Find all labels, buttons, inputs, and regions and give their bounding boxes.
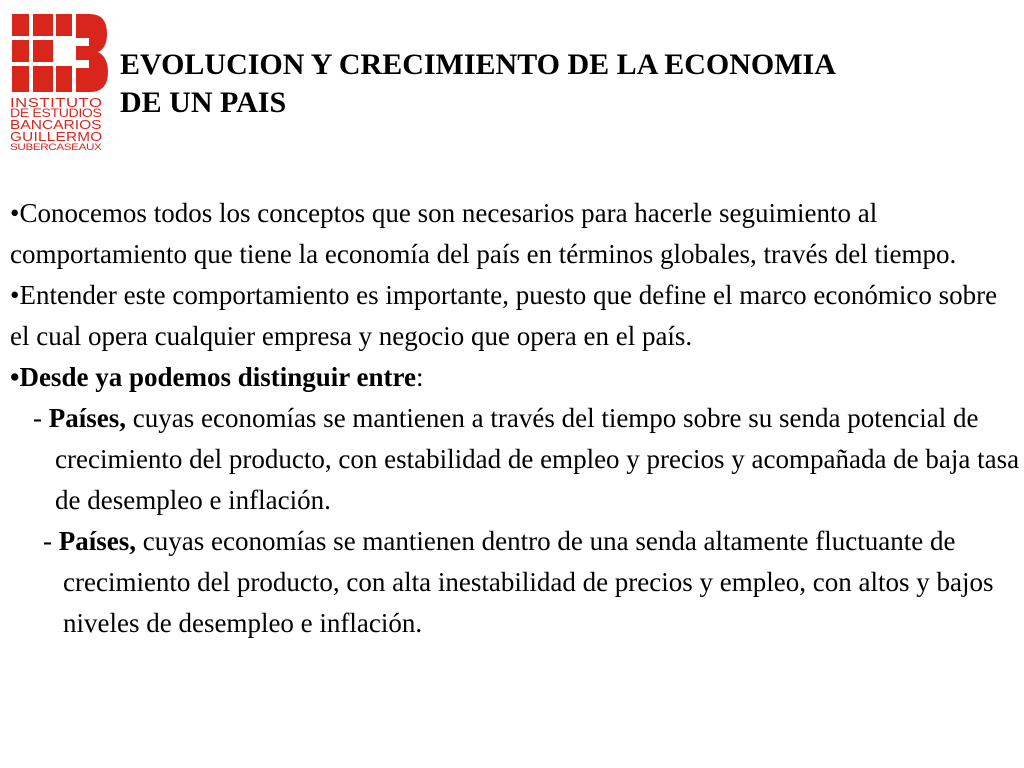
sub-item-paises-estables: [10, 398, 1020, 521]
slide-title-line-1: EVOLUCION Y CRECIMIENTO DE LA ECONOMIA: [120, 48, 836, 81]
sub-item-bold-label: Países,: [58, 526, 136, 556]
slide-body: [10, 193, 1020, 644]
logo-line-3: BANCARIOS: [10, 118, 102, 132]
slide-title: [120, 46, 1000, 122]
bullet-distinguir-bold: •Desde ya podemos distinguir entre: [10, 362, 416, 392]
sub-item-text: cuyas economías se mantienen a través del tiempo sobre su senda potencial de crecimiento del producto, con estabilidad de empleo y precios y acompañada de baja tasa de desempleo e inflación.: [55, 403, 1020, 515]
bullet-conceptos: •Conocemos todos los conceptos que son necesarios para hacerle seguimiento al comportamiento que tiene la economía del país en términos globales, través del tiempo.: [10, 198, 957, 269]
institute-logo: [10, 12, 110, 162]
sub-item-text: cuyas economías se mantienen dentro de una senda altamente fluctuante de crecimiento del producto, con alta inestabilidad de precios y empleo, con altos y bajos niveles de desempleo e inflación.: [63, 526, 994, 638]
ieb-logo-mark-icon: [10, 12, 110, 96]
sub-item-paises-fluctuantes: [10, 521, 1020, 644]
logo-line-5: SUBERCASEAUX: [10, 142, 102, 153]
sub-item-dash: -: [33, 403, 49, 433]
logo-line-1: INSTITUTO: [10, 96, 103, 110]
bullet-distinguir-colon: :: [415, 362, 424, 392]
slide-title-line-2: DE UN PAIS: [120, 86, 287, 119]
bullet-distinguir: [10, 357, 1020, 398]
bullet-entender: •Entender este comportamiento es importante, puesto que define el marco económico sobre el cual opera cualquier empresa y negocio que opera en el país.: [10, 280, 998, 351]
logo-line-4: GUILLERMO: [10, 129, 103, 144]
logo-wordmark: [10, 98, 110, 154]
logo-line-2: DE ESTUDIOS: [10, 108, 102, 120]
sub-item-dash: -: [43, 526, 59, 556]
sub-item-bold-label: Países,: [48, 403, 126, 433]
